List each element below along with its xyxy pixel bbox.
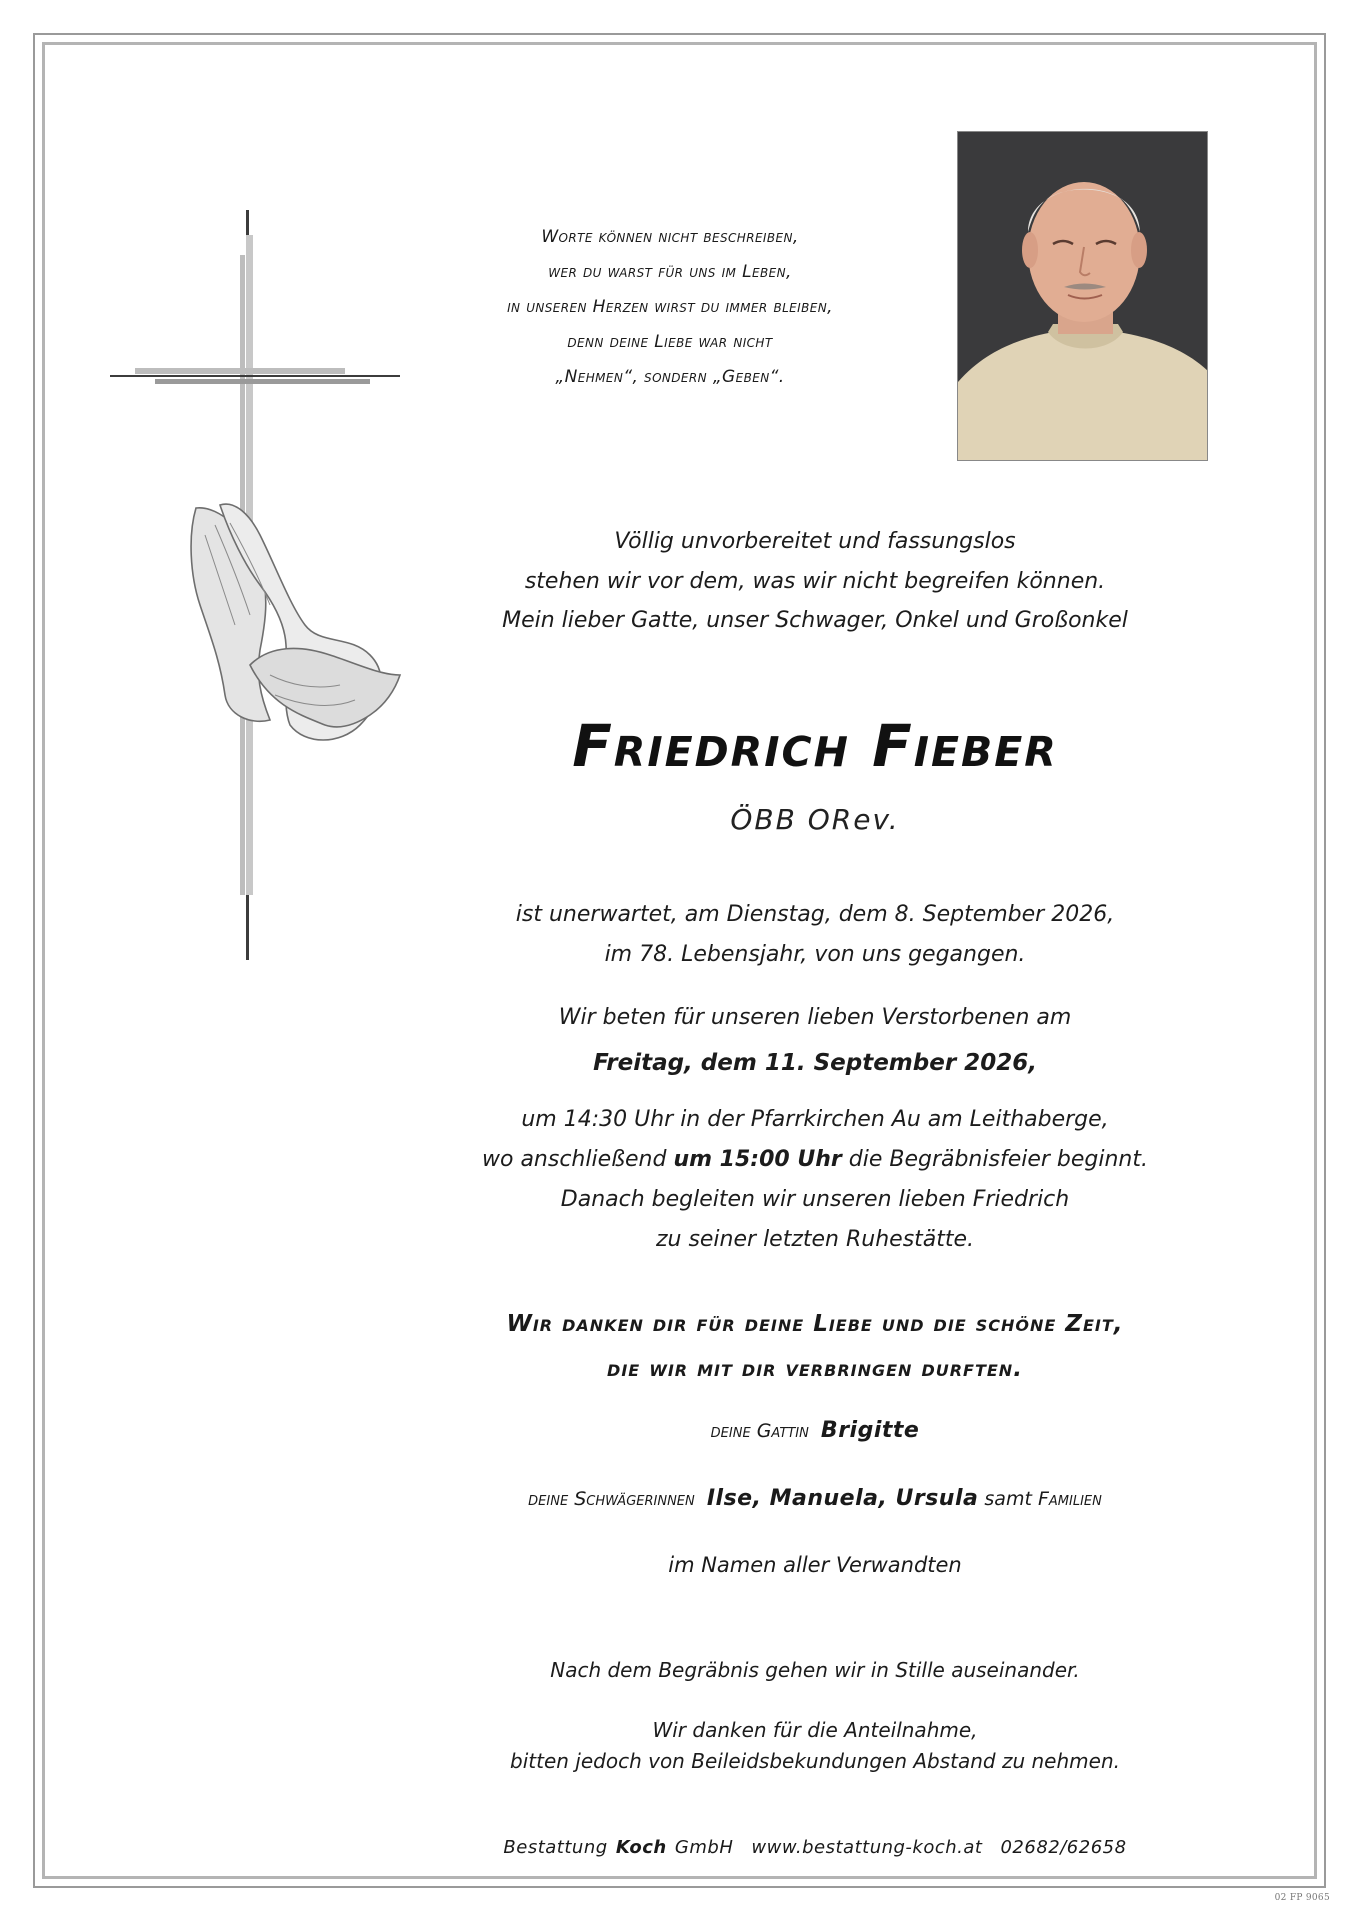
closing-thanks (470, 1715, 1160, 1777)
thanks-line: Wir danken dir für deine Liebe und die schöne Zeit, (506, 1311, 1124, 1337)
service-details (470, 1100, 1160, 1260)
phone-number: 02682/62658 (1000, 1837, 1127, 1858)
wife-name: Brigitte (820, 1418, 920, 1443)
service-date: Freitag, dem 11. September 2026, (593, 1050, 1037, 1076)
poem-line: wer du warst für uns im Leben, (548, 262, 792, 282)
intro-relation: Mein lieber Gatte, unser Schwager, Onkel und Großonkel (502, 608, 1128, 633)
death-line: im 78. Lebensjahr, von uns gegangen. (604, 942, 1026, 967)
closing-line: Nach dem Begräbnis gehen wir in Stille auseinander. (550, 1658, 1080, 1682)
sisters-label: deine Schwägerinnen (528, 1488, 695, 1510)
deceased-title: ÖBB ORev. (730, 803, 900, 836)
company-name (503, 1837, 733, 1858)
intro-line: Völlig unvorbereitet und fassungslos (614, 529, 1016, 554)
family-wife (470, 1418, 1160, 1443)
poem-line: Worte können nicht beschreiben, (541, 227, 799, 247)
portrait-illustration (958, 132, 1208, 461)
footer (470, 1837, 1160, 1858)
intro-line: stehen wir vor dem, was wir nicht begreifen können. (524, 569, 1106, 594)
poem-line: „Nehmen“, sondern „Geben“. (555, 367, 785, 387)
wife-label: deine Gattin (710, 1420, 809, 1442)
portrait-photo (957, 131, 1208, 461)
poem-line: in unseren Herzen wirst du immer bleiben, (507, 297, 833, 317)
sisters-mid: samt (984, 1488, 1032, 1510)
document-code: 02 FP 9065 (1274, 1893, 1330, 1903)
poem-line: denn deine Liebe war nicht (567, 332, 773, 352)
sisters-names: Ilse, Manuela, Ursula (706, 1486, 979, 1511)
cross-with-praying-hands-icon (100, 205, 420, 965)
company-text: Bestattung (503, 1837, 616, 1858)
service-text: die Begräbnisfeier beginnt. (841, 1147, 1148, 1172)
family-relatives: im Namen aller Verwandten (668, 1553, 962, 1577)
service-line (470, 1140, 1160, 1180)
website-link[interactable]: www.bestattung-koch.at (751, 1837, 983, 1858)
company-text: GmbH (666, 1837, 734, 1858)
service-line: Danach begleiten wir unseren lieben Friedrich (560, 1187, 1070, 1212)
service-line: um 14:30 Uhr in der Pfarrkirchen Au am Leithaberge, (521, 1107, 1109, 1132)
service-intro: Wir beten für unseren lieben Verstorbenen am (558, 1005, 1072, 1030)
intro-text (470, 522, 1160, 602)
death-notice (470, 895, 1160, 975)
poem (455, 220, 885, 395)
death-line: ist unerwartet, am Dienstag, dem 8. September 2026, (515, 902, 1115, 927)
service-text: wo anschließend (482, 1147, 674, 1172)
deceased-name: Friedrich Fieber (572, 712, 1058, 780)
family-sisters (470, 1486, 1160, 1511)
closing-thanks-line: bitten jedoch von Beileidsbekundungen Abstand zu nehmen. (510, 1749, 1120, 1773)
service-time: um 15:00 Uhr (673, 1147, 842, 1172)
closing-thanks-line: Wir danken für die Anteilnahme, (652, 1718, 978, 1742)
sisters-post: Familien (1037, 1488, 1102, 1510)
thanks-line: die wir mit dir verbringen durften. (607, 1356, 1023, 1382)
thanks-text (470, 1302, 1160, 1392)
company-bold: Koch (615, 1837, 667, 1858)
service-line: zu seiner letzten Ruhestätte. (655, 1227, 975, 1252)
